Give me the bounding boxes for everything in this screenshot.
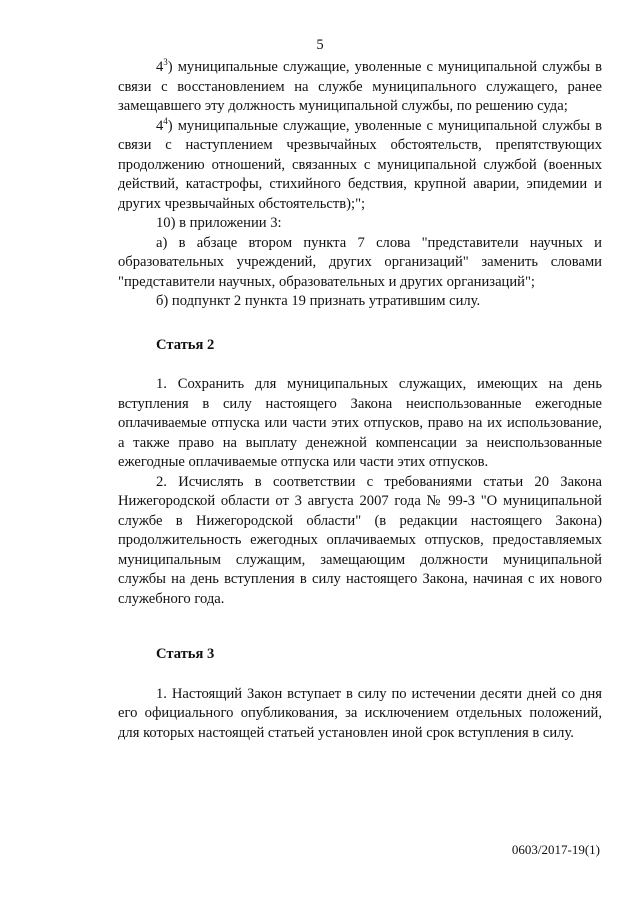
article-3-heading: Статья 3	[156, 646, 215, 662]
spacer	[118, 312, 602, 336]
document-code: 0603/2017-19(1)	[511, 842, 600, 857]
item-superscript: 3	[163, 57, 168, 67]
article-2-heading: Статья 2	[156, 336, 215, 353]
spacer	[118, 355, 602, 375]
paragraph-subitem-a: а) в абзаце втором пункта 7 слова "представители научных и образовательных учреждений, других организаций" заменить словами "представители научных, образовательных и других организаций";	[118, 234, 602, 290]
item-superscript: 4	[163, 115, 168, 126]
spacer	[118, 665, 602, 685]
article-3-paragraph-1: 1. Настоящий Закон вступает в силу по истечении десяти дней со дня его официального опубликования, за исключением отдельных положений, для которых настоящей статьей установлен иной срок вступления в силу.	[118, 685, 602, 741]
item-number: 4	[156, 59, 164, 75]
article-2-paragraph-1: 1. Сохранить для муниципальных служащих, имеющих на день вступления в силу настоящего Закона неиспользованные ежегодные оплачиваемые отпуска или части этих отпусков, право на их использование, а также право на выплату денежной компенсации за неиспользованные ежегодные оплачиваемые отпуска или части этих отпусков.	[118, 376, 602, 470]
paragraph-subitem-b: б) подпункт 2 пункта 19 признать утратившим силу.	[156, 293, 481, 309]
item-number: 4	[156, 117, 164, 134]
item-text: ) муниципальные служащие, уволенные с муниципальной службы в связи с наступлением чрезвычайных обстоятельств, препятствующих продолжению отношений, связанных с муниципальной службой (военных действий, катастрофы, стихийного бедствия, крупной аварии, эпидемии и других чрезвычайных обстоятельств);";	[118, 117, 602, 212]
spacer	[118, 609, 602, 645]
page-number: 5	[316, 37, 324, 53]
item-text: ) муниципальные служащие, уволенные с муниципальной службы в связи с восстановлением на службе муниципального служащего, ранее замещавшего эту должность муниципальной службы, по решению суда;	[118, 59, 602, 114]
article-2-paragraph-2: 2. Исчислять в соответствии с требованиями статьи 20 Закона Нижегородской области от 3 августа 2007 года № 99-З "О муниципальной службе в Нижегородской области" (в редакции настоящего Закона) продолжительность ежегодных оплачиваемых отпусков, предоставляемых муниципальным служащим, замещающим должности муниципальной службы на день вступления в силу настоящего Закона, начиная с их нового служебного года.	[118, 473, 602, 607]
paragraph-item-4-4	[118, 117, 602, 215]
document-body	[118, 58, 602, 743]
paragraph-item-10: 10) в приложении 3:	[156, 215, 282, 231]
paragraph-item-4-3	[118, 58, 602, 117]
